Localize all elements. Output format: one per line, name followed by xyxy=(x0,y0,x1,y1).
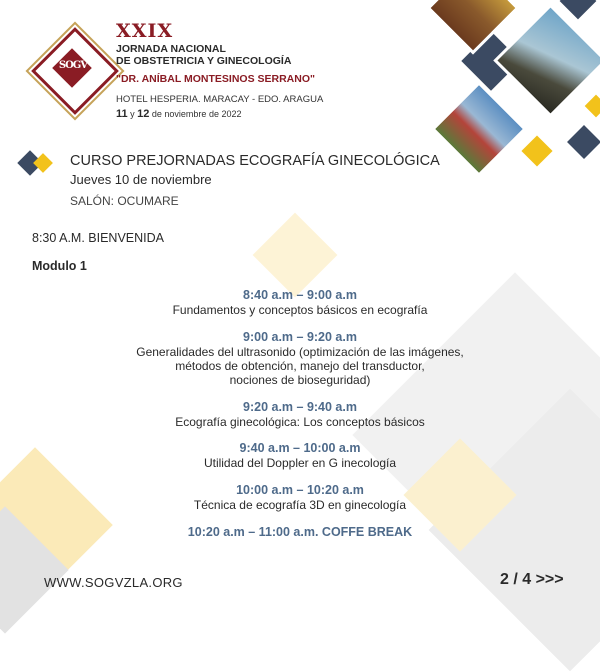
event-venue: HOTEL HESPERIA. MARACAY - EDO. ARAGUA xyxy=(116,94,324,105)
website-link[interactable]: WWW.SOGVZLA.ORG xyxy=(44,575,183,590)
schedule-topic: Ecografía ginecológica: Los conceptos básicos xyxy=(175,415,425,429)
module-heading: Modulo 1 xyxy=(32,259,87,273)
schedule-item-break xyxy=(60,525,540,540)
schedule-time: 9:20 a.m – 9:40 a.m xyxy=(243,400,357,414)
collage-gold-diamond xyxy=(521,135,552,166)
schedule-item xyxy=(60,483,540,512)
schedule-topic: Utilidad del Doppler en G inecología xyxy=(203,456,397,470)
schedule-topic: Generalidades del ultrasonido (optimización de las imágenes, xyxy=(136,345,464,359)
collage-gold-diamond-top xyxy=(560,0,597,19)
schedule-time: 8:40 a.m – 9:00 a.m xyxy=(243,288,357,302)
edition-number: XXIX xyxy=(116,20,174,42)
course-title: CURSO PREJORNADAS ECOGRAFÍA GINECOLÓGICA xyxy=(70,153,440,169)
schedule-topic: Técnica de ecografía 3D en ginecología xyxy=(193,498,407,512)
schedule-topic: nociones de bioseguridad) xyxy=(229,373,371,387)
collage-gold-diamond-right xyxy=(585,95,600,118)
collage-navy-diamond-right xyxy=(567,125,600,159)
bg-diamond-yellow-center xyxy=(253,213,338,298)
honoree-name: "DR. ANÍBAL MONTESINOS SERRANO" xyxy=(116,73,315,85)
schedule-item xyxy=(60,288,540,317)
course-room: SALÓN: OCUMARE xyxy=(70,194,179,208)
schedule-time: 10:20 a.m – 11:00 a.m. COFFE BREAK xyxy=(187,525,413,539)
course-date: Jueves 10 de noviembre xyxy=(70,172,212,187)
event-dates: 11 y 12 de noviembre de 2022 xyxy=(116,108,242,120)
society-logo-text: SOGV xyxy=(58,60,88,71)
event-title-line1: JORNADA NACIONAL xyxy=(116,43,226,55)
schedule-topic: Fundamentos y conceptos básicos en ecografía xyxy=(172,303,428,317)
schedule-time: 9:40 a.m – 10:00 a.m xyxy=(239,441,361,455)
schedule-time: 10:00 a.m – 10:20 a.m xyxy=(236,483,364,497)
schedule-topic: métodos de obtención, manejo del transductor, xyxy=(175,359,425,373)
welcome-time: 8:30 A.M. BIENVENIDA xyxy=(32,231,164,245)
schedule-item xyxy=(60,400,540,429)
event-title-line2: DE OBSTETRICIA Y GINECOLOGÍA xyxy=(116,55,292,67)
photo-bull-statue xyxy=(493,3,600,118)
photo-tower xyxy=(431,81,527,177)
schedule-time: 9:00 a.m – 9:20 a.m xyxy=(243,330,357,344)
page-indicator: 2 / 4 >>> xyxy=(500,571,564,588)
schedule-item xyxy=(60,441,540,470)
schedule-item xyxy=(60,330,540,387)
